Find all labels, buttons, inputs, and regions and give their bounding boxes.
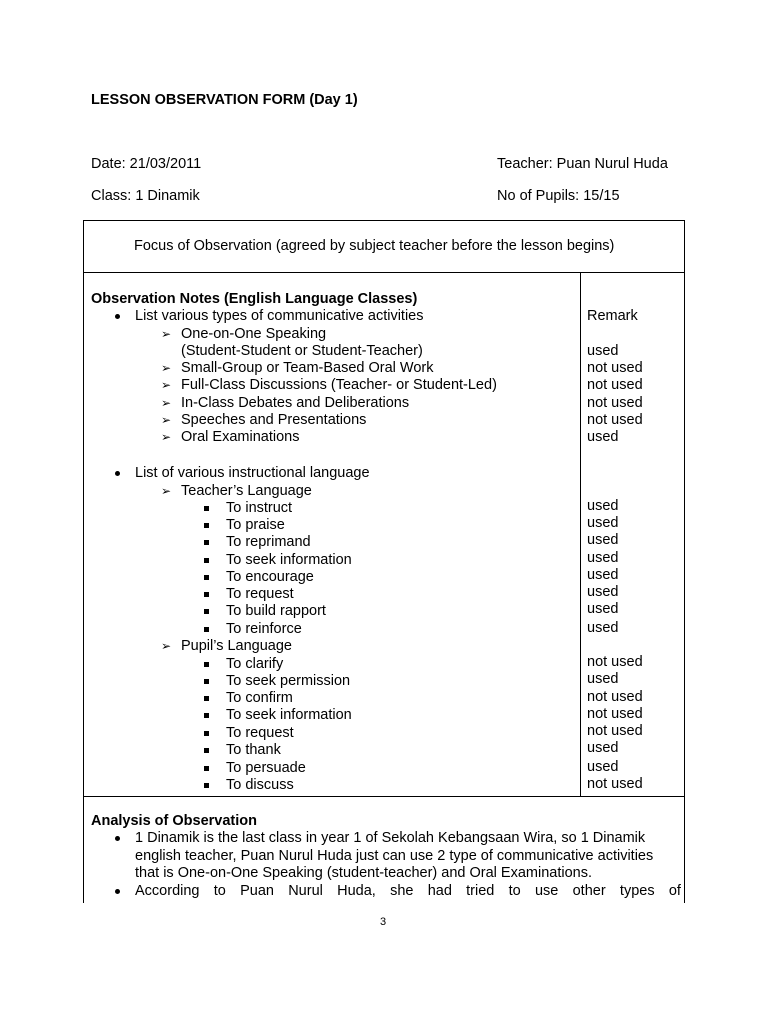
word: tried: [466, 883, 495, 899]
page-number: 3: [380, 916, 387, 928]
arrow-bullet-icon: ➢: [161, 430, 172, 444]
activity-remark: not used: [587, 395, 643, 411]
remark-header: Remark: [587, 308, 638, 324]
pupil-language-remark: not used: [587, 723, 643, 739]
pupil-language-item: To clarify: [226, 656, 284, 672]
word: she: [390, 883, 414, 899]
activity-remark: not used: [587, 360, 643, 376]
teacher-language-item: To seek information: [226, 552, 352, 568]
square-bullet-icon: [204, 662, 209, 667]
word: Huda,: [337, 883, 376, 899]
word: other: [572, 883, 606, 899]
section1-label: List various types of communicative activities: [135, 308, 424, 324]
notes-heading: Observation Notes (English Language Classes): [91, 291, 418, 307]
pupil-language-remark: used: [587, 759, 619, 775]
analysis-text-justified: [135, 883, 681, 900]
teacher-language-item: To instruct: [226, 500, 293, 516]
arrow-bullet-icon: ➢: [161, 413, 172, 427]
activity-item: Full-Class Discussions (Teacher- or Student-Led): [181, 377, 497, 393]
bullet-icon: [115, 471, 120, 476]
date-field: Date: 21/03/2011: [91, 156, 202, 172]
square-bullet-icon: [204, 609, 209, 614]
square-bullet-icon: [204, 592, 209, 597]
pupil-language-item: To thank: [226, 742, 281, 758]
teacher-language-item: To reinforce: [226, 621, 302, 637]
arrow-bullet-icon: ➢: [161, 378, 172, 392]
activity-remark: not used: [587, 412, 643, 428]
square-bullet-icon: [204, 627, 209, 632]
pupil-language-remark: not used: [587, 689, 643, 705]
square-bullet-icon: [204, 540, 209, 545]
pupil-language-item: To request: [226, 725, 294, 741]
activity-item: One-on-One Speaking: [181, 326, 327, 342]
teacher-language-remark: used: [587, 515, 619, 531]
arrow-bullet-icon: ➢: [161, 361, 172, 375]
square-bullet-icon: [204, 558, 209, 563]
analysis-text: english teacher, Puan Nurul Huda just can use 2 type of communicative activities: [135, 848, 654, 864]
table-divider: [83, 272, 685, 273]
pupil-language-label: Pupil’s Language: [181, 638, 292, 654]
arrow-bullet-icon: ➢: [161, 484, 172, 498]
teacher-language-remark: used: [587, 532, 619, 548]
arrow-bullet-icon: ➢: [161, 327, 172, 341]
class-field: Class: 1 Dinamik: [91, 188, 200, 204]
analysis-heading: Analysis of Observation: [91, 813, 257, 829]
pupil-language-remark: used: [587, 740, 619, 756]
pupil-language-item: To seek permission: [226, 673, 351, 689]
activity-remark: not used: [587, 377, 643, 393]
form-title: LESSON OBSERVATION FORM (Day 1): [91, 92, 358, 108]
activity-remark: used: [587, 343, 619, 359]
teacher-language-item: To encourage: [226, 569, 314, 585]
teacher-language-item: To request: [226, 586, 294, 602]
teacher-language-item: To build rapport: [226, 603, 326, 619]
bullet-icon: [115, 836, 120, 841]
pupil-language-remark: not used: [587, 706, 643, 722]
teacher-language-item: To reprimand: [226, 534, 311, 550]
teacher-language-remark: used: [587, 567, 619, 583]
pupil-language-remark: not used: [587, 654, 643, 670]
word: Puan: [240, 883, 274, 899]
pupil-language-remark: not used: [587, 776, 643, 792]
teacher-language-remark: used: [587, 601, 619, 617]
word: use: [534, 883, 559, 899]
analysis-text: 1 Dinamik is the last class in year 1 of Sekolah Kebangsaan Wira, so 1 Dinamik: [135, 830, 646, 846]
teacher-language-remark: used: [587, 550, 619, 566]
word: had: [427, 883, 452, 899]
square-bullet-icon: [204, 506, 209, 511]
section2-label: List of various instructional language: [135, 465, 370, 481]
word: to: [213, 883, 226, 899]
teacher-language-label: Teacher’s Language: [181, 483, 312, 499]
teacher-language-remark: used: [587, 620, 619, 636]
square-bullet-icon: [204, 731, 209, 736]
bullet-icon: [115, 889, 120, 894]
arrow-bullet-icon: ➢: [161, 396, 172, 410]
arrow-bullet-icon: ➢: [161, 639, 172, 653]
square-bullet-icon: [204, 748, 209, 753]
analysis-text: that is One-on-One Speaking (student-teacher) and Oral Examinations.: [135, 865, 592, 881]
teacher-language-item: To praise: [226, 517, 285, 533]
pupils-field: No of Pupils: 15/15: [497, 188, 620, 204]
activity-item: Oral Examinations: [181, 429, 300, 445]
activity-item: In-Class Debates and Deliberations: [181, 395, 410, 411]
square-bullet-icon: [204, 766, 209, 771]
pupil-language-item: To persuade: [226, 760, 306, 776]
activity-remark: used: [587, 429, 619, 445]
word: to: [508, 883, 521, 899]
square-bullet-icon: [204, 575, 209, 580]
pupil-language-item: To seek information: [226, 707, 352, 723]
focus-heading: Focus of Observation (agreed by subject teacher before the lesson begins): [134, 238, 615, 254]
activity-item: Speeches and Presentations: [181, 412, 367, 428]
square-bullet-icon: [204, 783, 209, 788]
word: of: [668, 883, 681, 899]
pupil-language-item: To confirm: [226, 690, 293, 706]
square-bullet-icon: [204, 696, 209, 701]
square-bullet-icon: [204, 679, 209, 684]
square-bullet-icon: [204, 713, 209, 718]
word: According: [135, 883, 200, 899]
pupil-language-remark: used: [587, 671, 619, 687]
teacher-language-remark: used: [587, 498, 619, 514]
square-bullet-icon: [204, 523, 209, 528]
teacher-field: Teacher: Puan Nurul Huda: [497, 156, 668, 172]
remark-column-divider: [580, 272, 581, 796]
bullet-icon: [115, 314, 120, 319]
word: types: [619, 883, 655, 899]
activity-item: Small-Group or Team-Based Oral Work: [181, 360, 434, 376]
teacher-language-remark: used: [587, 584, 619, 600]
table-divider: [83, 796, 685, 797]
pupil-language-item: To discuss: [226, 777, 294, 793]
activity-item-detail: (Student-Student or Student-Teacher): [181, 343, 423, 359]
word: Nurul: [288, 883, 323, 899]
